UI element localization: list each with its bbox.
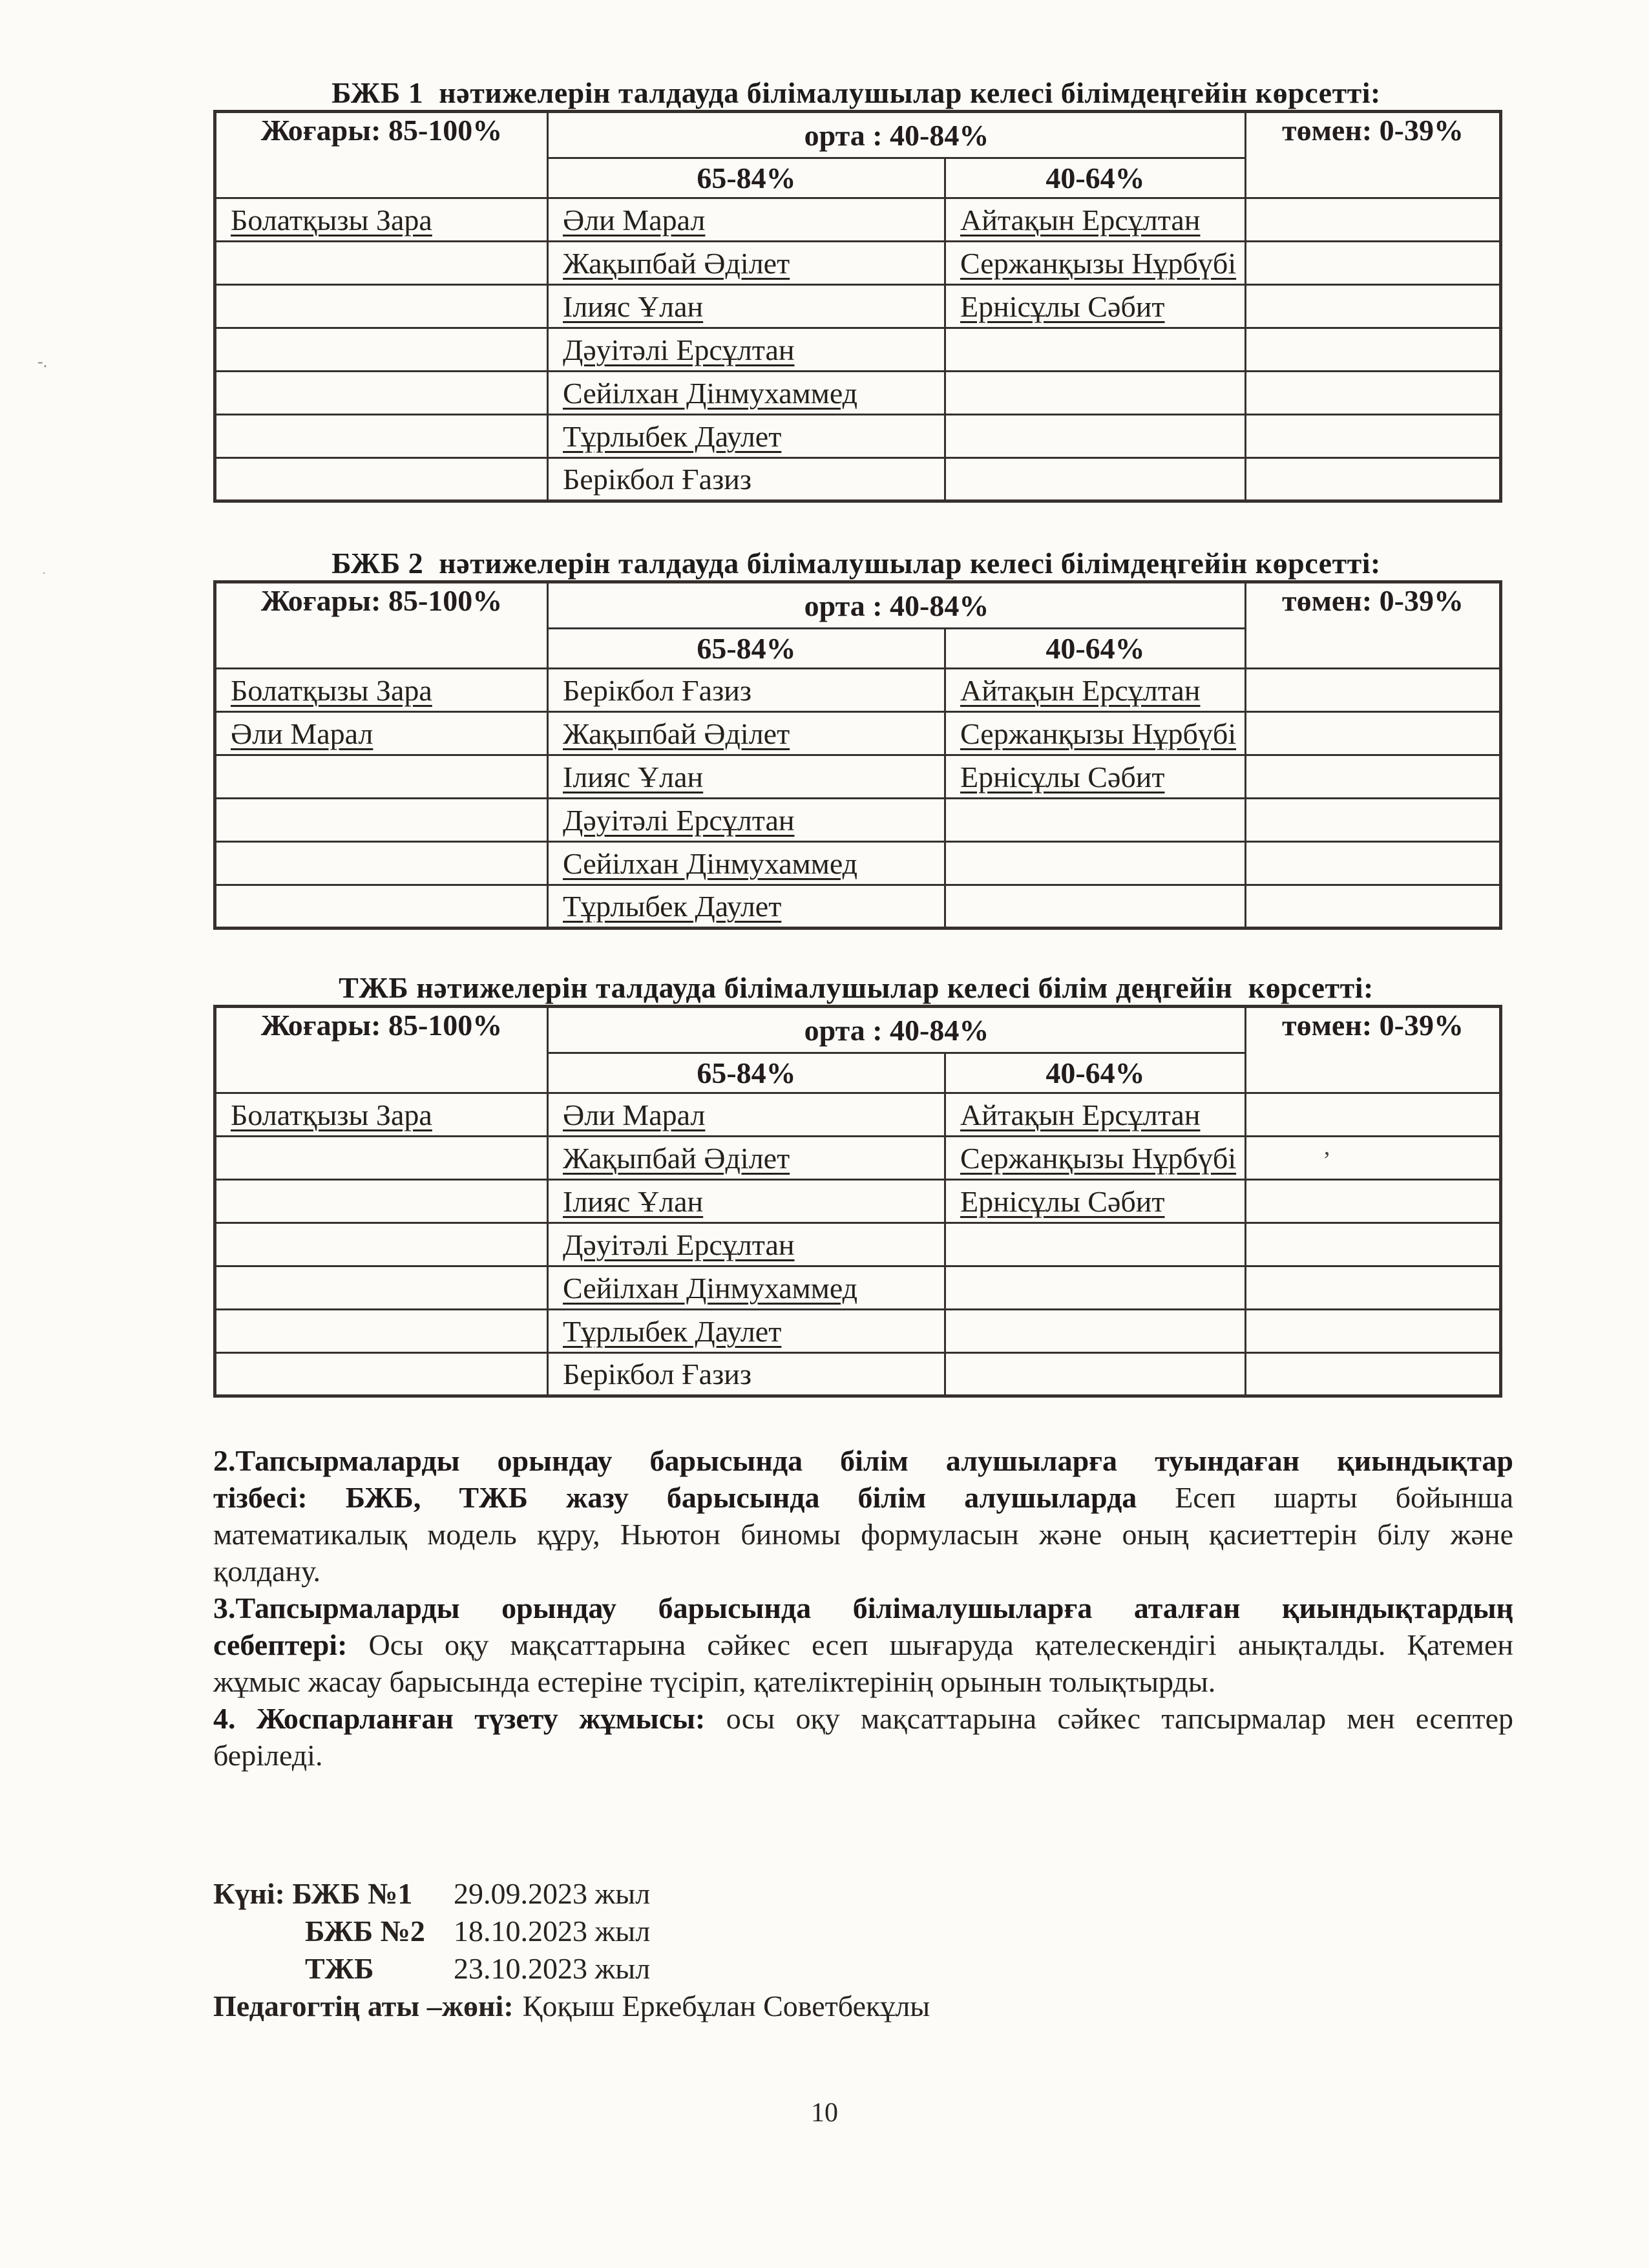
student-name: Сейілхан Дінмухаммед	[563, 376, 858, 410]
table-row	[215, 1266, 1501, 1310]
empty-cell	[215, 242, 548, 285]
empty-cell	[945, 1266, 1246, 1310]
table-row	[215, 1353, 1501, 1396]
student-name-cell	[548, 285, 945, 328]
empty-cell	[945, 1310, 1246, 1353]
high-level-header: Жоғары: 85-100%	[215, 582, 548, 669]
mid-level-header: орта : 40-84%	[548, 1007, 1246, 1053]
table-row	[215, 328, 1501, 372]
date-value: 29.09.2023 жыл	[454, 1877, 651, 1910]
paragraph-bold-text: себептері:	[213, 1628, 369, 1661]
table-row	[215, 415, 1501, 458]
student-name-cell	[945, 669, 1246, 712]
student-name: Әли Марал	[563, 1098, 706, 1131]
student-name: Болатқызы Зара	[231, 1098, 432, 1131]
student-name-cell	[548, 799, 945, 842]
student-name: Ілияс Ұлан	[563, 760, 704, 793]
table-row	[215, 669, 1501, 712]
empty-cell	[1246, 328, 1501, 372]
paragraph-line	[213, 1516, 1513, 1553]
empty-cell	[1246, 842, 1501, 885]
student-name-cell	[548, 1353, 945, 1396]
empty-cell	[945, 328, 1246, 372]
empty-cell	[215, 328, 548, 372]
low-level-header: төмен: 0-39%	[1246, 1007, 1501, 1093]
empty-cell	[945, 885, 1246, 929]
student-name-cell	[548, 328, 945, 372]
paragraph-line	[213, 1553, 1513, 1590]
bzb1-section	[213, 76, 1499, 503]
paragraph-bold-text: 3.Тапсырмаларды орындау барысында білімалушыларға аталған қиындықтардың	[213, 1591, 1513, 1624]
student-name: Болатқызы Зара	[231, 203, 432, 236]
student-name-cell	[548, 712, 945, 755]
table-row	[215, 458, 1501, 501]
student-name-cell	[548, 458, 945, 501]
mid-sub-header-65-84: 65-84%	[548, 1053, 945, 1093]
table-row	[215, 842, 1501, 885]
student-name: Әли Марал	[563, 203, 706, 236]
date-label: ТЖБ	[305, 1952, 374, 1985]
paragraph-line	[213, 1479, 1513, 1516]
table-row	[215, 755, 1501, 799]
student-name-cell	[945, 1093, 1246, 1137]
date-row-tzb	[213, 1950, 1499, 1988]
student-name: Берікбол Ғазиз	[563, 673, 752, 707]
mid-level-header: орта : 40-84%	[548, 582, 1246, 629]
mid-level-header: орта : 40-84%	[548, 112, 1246, 158]
analysis-paragraphs	[213, 1442, 1513, 1774]
student-name: Тұрлыбек Даулет	[563, 419, 782, 453]
empty-cell	[945, 372, 1246, 415]
table-row	[215, 885, 1501, 929]
student-name-cell	[548, 1223, 945, 1266]
teacher-name: Қоқыш Еркебұлан Советбекұлы	[522, 1990, 930, 2022]
paragraph-line	[213, 1626, 1513, 1663]
empty-cell	[1246, 1093, 1501, 1137]
low-level-header: төмен: 0-39%	[1246, 112, 1501, 198]
student-name-cell	[945, 198, 1246, 242]
bzb1-results-table	[213, 110, 1502, 503]
empty-cell	[215, 842, 548, 885]
student-name: Ернісұлы Сәбит	[960, 760, 1165, 793]
mid-sub-header-65-84: 65-84%	[548, 158, 945, 198]
table-row	[215, 1093, 1501, 1137]
student-name: Ернісұлы Сәбит	[960, 1184, 1165, 1218]
student-name-cell	[548, 755, 945, 799]
date-value: 18.10.2023 жыл	[454, 1915, 651, 1948]
empty-cell	[945, 842, 1246, 885]
mid-sub-header-65-84: 65-84%	[548, 629, 945, 669]
empty-cell	[1246, 415, 1501, 458]
student-name: Тұрлыбек Даулет	[563, 1314, 782, 1348]
student-name-cell	[945, 712, 1246, 755]
student-name-cell	[548, 372, 945, 415]
student-name: Тұрлыбек Даулет	[563, 890, 782, 923]
student-name: Сейілхан Дінмухаммед	[563, 1271, 858, 1305]
student-name-cell	[945, 285, 1246, 328]
student-name-cell	[548, 1266, 945, 1310]
empty-cell	[945, 1353, 1246, 1396]
empty-cell	[215, 885, 548, 929]
page-number: 10	[811, 2098, 838, 2128]
student-name: Берікбол Ғазиз	[563, 463, 752, 496]
student-name-cell	[548, 1093, 945, 1137]
student-name: Жақыпбай Әділет	[563, 246, 790, 280]
table-row	[215, 1137, 1501, 1180]
empty-cell	[1246, 669, 1501, 712]
date-value: 23.10.2023 жыл	[454, 1952, 651, 1985]
student-name: Жақыпбай Әділет	[563, 717, 790, 750]
paragraph-bold-text: 2.Тапсырмаларды орындау барысында білім алушыларға туындаған қиындықтар	[213, 1444, 1513, 1477]
paragraph-text: Есеп шарты бойынша	[1175, 1481, 1514, 1514]
paragraph-text: математикалық модель құру, Ньютон биномы формуласын және оның қасиеттерін білу және	[213, 1518, 1513, 1551]
empty-cell	[1246, 372, 1501, 415]
student-name-cell	[945, 242, 1246, 285]
empty-cell	[215, 415, 548, 458]
paragraph-text: Осы оқу мақсаттарына сәйкес есеп шығаруда қателескендігі анықталды. Қатемен	[368, 1628, 1514, 1661]
scan-artifact: .	[43, 563, 46, 576]
empty-cell	[215, 458, 548, 501]
student-name-cell	[215, 712, 548, 755]
paragraph-line	[213, 1737, 1513, 1774]
paragraph-line	[213, 1700, 1513, 1737]
student-name: Сержанқызы Нұрбүбі	[960, 1141, 1237, 1175]
mid-sub-header-40-64: 40-64%	[945, 629, 1246, 669]
student-name-cell	[548, 669, 945, 712]
empty-cell	[1246, 1266, 1501, 1310]
empty-cell	[945, 415, 1246, 458]
student-name: Сейілхан Дінмухаммед	[563, 846, 858, 880]
empty-cell	[1246, 198, 1501, 242]
empty-cell	[215, 1223, 548, 1266]
paragraph-bold-text: 4. Жоспарланған түзету жұмысы:	[213, 1702, 726, 1735]
empty-cell	[215, 1137, 548, 1180]
dates-section	[213, 1875, 1499, 2025]
table-row	[215, 1223, 1501, 1266]
paragraph-text: жұмыс жасау барысында естеріне түсіріп, қателіктерінің орынын толықтырды.	[213, 1665, 1216, 1698]
student-name-cell	[548, 1180, 945, 1223]
student-name-cell	[548, 1137, 945, 1180]
empty-cell	[215, 1180, 548, 1223]
table-row	[215, 198, 1501, 242]
date-label: Күні: БЖБ №1	[213, 1877, 413, 1910]
date-label: БЖБ №2	[305, 1915, 425, 1948]
scan-artifact: ’	[1323, 1146, 1331, 1174]
empty-cell	[945, 1223, 1246, 1266]
empty-cell	[1246, 458, 1501, 501]
student-name-cell	[548, 242, 945, 285]
date-row-bzb2	[213, 1913, 1499, 1950]
empty-cell	[1246, 885, 1501, 929]
student-name: Жақыпбай Әділет	[563, 1141, 790, 1175]
paragraph-text: қолдану.	[213, 1555, 321, 1588]
student-name-cell	[945, 1180, 1246, 1223]
mid-sub-header-40-64: 40-64%	[945, 158, 1246, 198]
empty-cell	[215, 1266, 548, 1310]
paragraph-line	[213, 1663, 1513, 1700]
student-name: Сержанқызы Нұрбүбі	[960, 717, 1237, 750]
student-name-cell	[548, 415, 945, 458]
paragraph-line	[213, 1442, 1513, 1479]
student-name: Дәуітәлі Ерсұлтан	[563, 1228, 795, 1261]
bzb2-results-table	[213, 580, 1502, 930]
empty-cell	[945, 799, 1246, 842]
student-name: Айтақын Ерсұлтан	[960, 1098, 1201, 1131]
student-name: Ілияс Ұлан	[563, 1184, 704, 1218]
empty-cell	[1246, 1353, 1501, 1396]
mid-sub-header-40-64: 40-64%	[945, 1053, 1246, 1093]
empty-cell	[945, 458, 1246, 501]
student-name-cell	[548, 885, 945, 929]
table-row	[215, 1310, 1501, 1353]
student-name: Айтақын Ерсұлтан	[960, 203, 1201, 236]
scan-artifact: -.	[37, 352, 48, 371]
student-name: Дәуітәлі Ерсұлтан	[563, 333, 795, 366]
empty-cell	[1246, 242, 1501, 285]
student-name-cell	[215, 1093, 548, 1137]
bzb2-table-title: БЖБ 2 нәтижелерін талдауда білімалушылар келесі білімдеңгейін көрсетті:	[331, 547, 1381, 580]
student-name: Сержанқызы Нұрбүбі	[960, 246, 1237, 280]
table-row	[215, 712, 1501, 755]
table-row	[215, 242, 1501, 285]
student-name: Ілияс Ұлан	[563, 289, 704, 323]
empty-cell	[1246, 1310, 1501, 1353]
student-name: Болатқызы Зара	[231, 673, 432, 707]
date-row-bzb1	[213, 1875, 1499, 1913]
high-level-header: Жоғары: 85-100%	[215, 1007, 548, 1093]
teacher-row	[213, 1988, 1499, 2025]
student-name-cell	[215, 669, 548, 712]
student-name: Әли Марал	[231, 717, 373, 750]
high-level-header: Жоғары: 85-100%	[215, 112, 548, 198]
student-name: Берікбол Ғазиз	[563, 1358, 752, 1391]
tzb-table-title: ТЖБ нәтижелерін талдауда білімалушылар келесі білім деңгейін көрсетті:	[339, 971, 1374, 1004]
student-name: Айтақын Ерсұлтан	[960, 673, 1201, 707]
empty-cell	[215, 372, 548, 415]
student-name-cell	[548, 198, 945, 242]
student-name-cell	[548, 1310, 945, 1353]
empty-cell	[1246, 1180, 1501, 1223]
table-row	[215, 1180, 1501, 1223]
empty-cell	[1246, 712, 1501, 755]
paragraph-line	[213, 1590, 1513, 1626]
paragraph-text: беріледі.	[213, 1739, 323, 1772]
empty-cell	[215, 1310, 548, 1353]
empty-cell	[1246, 285, 1501, 328]
student-name: Дәуітәлі Ерсұлтан	[563, 803, 795, 837]
tzb-section	[213, 971, 1499, 1398]
table-row	[215, 285, 1501, 328]
bzb2-section	[213, 547, 1499, 930]
empty-cell	[215, 285, 548, 328]
table-row	[215, 372, 1501, 415]
empty-cell	[215, 1353, 548, 1396]
student-name-cell	[945, 755, 1246, 799]
empty-cell	[215, 755, 548, 799]
low-level-header: төмен: 0-39%	[1246, 582, 1501, 669]
paragraph-text: осы оқу мақсаттарына сәйкес тапсырмалар мен есептер	[726, 1702, 1513, 1735]
empty-cell	[1246, 1223, 1501, 1266]
paragraph-bold-text: тізбесі: БЖБ, ТЖБ жазу барысында білім алушыларда	[213, 1481, 1175, 1514]
bzb1-table-title: БЖБ 1 нәтижелерін талдауда білімалушылар келесі білімдеңгейін көрсетті:	[331, 76, 1381, 109]
table-row	[215, 799, 1501, 842]
student-name-cell	[945, 1137, 1246, 1180]
artifact-cell	[1246, 1137, 1501, 1180]
teacher-label: Педагогтің аты –жөні:	[213, 1990, 514, 2022]
student-name-cell	[548, 842, 945, 885]
empty-cell	[215, 799, 548, 842]
empty-cell	[1246, 755, 1501, 799]
student-name-cell	[215, 198, 548, 242]
student-name: Ернісұлы Сәбит	[960, 289, 1165, 323]
tzb-results-table	[213, 1005, 1502, 1398]
empty-cell	[1246, 799, 1501, 842]
